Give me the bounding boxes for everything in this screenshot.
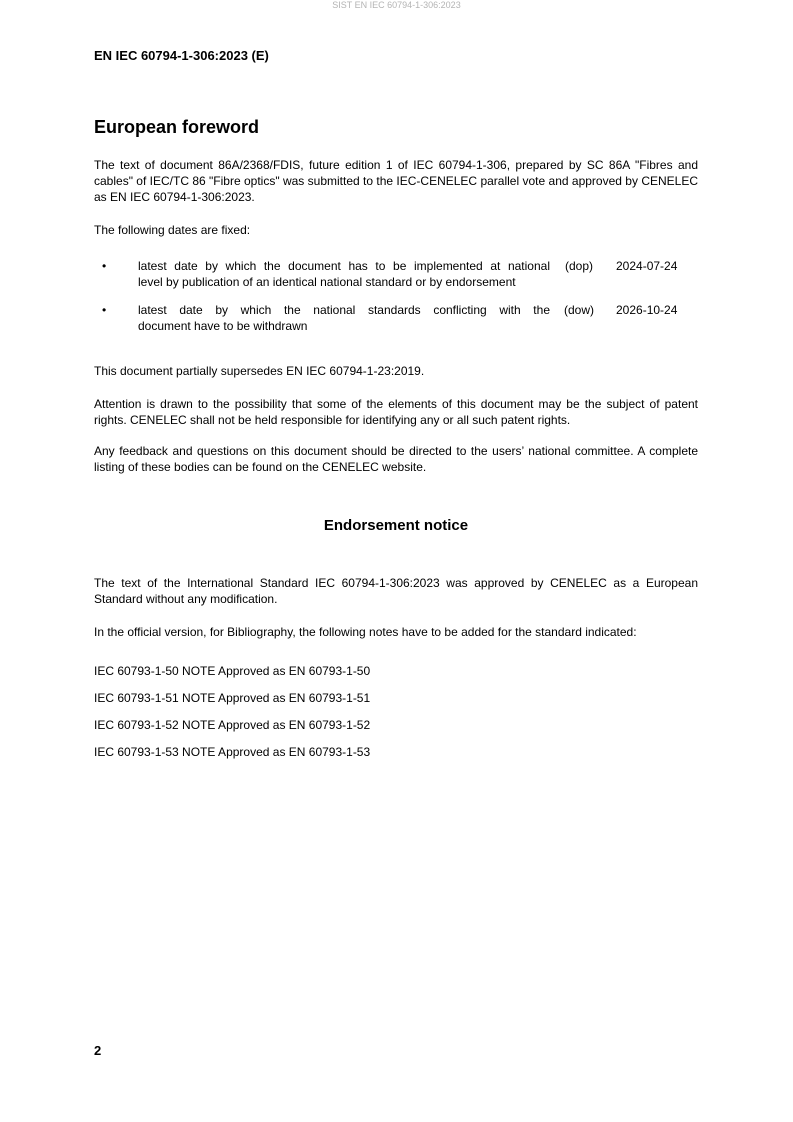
watermark: SIST EN IEC 60794-1-306:2023	[332, 0, 461, 10]
foreword-paragraph-1: The text of document 86A/2368/FDIS, future edition 1 of IEC 60794-1-306, prepared by SC 86A "Fibres and cables" of IEC/TC 86 "Fibre optics" was submitted to the IEC-CENELEC parallel vote and approved by CENELEC as EN IEC 60794-1-306:2023.	[94, 158, 698, 204]
foreword-paragraph-dates-intro: The following dates are fixed:	[94, 223, 251, 237]
bibliography-note: IEC 60793-1-50 NOTE Approved as EN 60793-1-50	[94, 664, 371, 678]
endorsement-title: Endorsement notice	[323, 517, 469, 534]
document-id-header: EN IEC 60794-1-306:2023 (E)	[94, 48, 269, 63]
endorsement-paragraph-1: The text of the International Standard IEC 60794-1-306:2023 was approved by CENELEC as a European Standard without any modification.	[94, 576, 698, 606]
foreword-paragraph-supersedes: This document partially supersedes EN IEC 60794-1-23:2019.	[94, 364, 425, 378]
fixed-date-row-dop	[94, 258, 698, 290]
foreword-paragraph-feedback: Any feedback and questions on this document should be directed to the users’ national committee. A complete listing of these bodies can be found on the CENELEC website.	[94, 444, 698, 474]
fixed-dates-list	[94, 258, 698, 334]
fixed-date-description-line: document have to be withdrawn	[138, 319, 308, 333]
fixed-date-description-line: latest date by which the document has to be implemented at national	[138, 259, 550, 273]
fixed-date-description	[138, 290, 550, 334]
foreword-title: European foreword	[94, 117, 260, 137]
bullet-icon: •	[102, 303, 107, 317]
foreword-paragraph-patent-rights: Attention is drawn to the possibility that some of the elements of this document may be the subject of patent rights. CENELEC shall not be held responsible for identifying any or all such patent rights.	[94, 397, 698, 427]
fixed-date-row-dow	[94, 290, 698, 334]
endorsement-paragraph-bibliography: In the official version, for Bibliography, the following notes have to be added for the standard indicated:	[94, 625, 637, 639]
fixed-date-value: 2026-10-24	[616, 303, 678, 317]
bibliography-note: IEC 60793-1-51 NOTE Approved as EN 60793-1-51	[94, 691, 371, 705]
fixed-date-description-line: latest date by which the national standards conflicting with the	[138, 303, 550, 317]
fixed-date-value: 2024-07-24	[616, 259, 678, 273]
page-number: 2	[94, 1043, 102, 1058]
bibliography-note: IEC 60793-1-53 NOTE Approved as EN 60793-1-53	[94, 745, 371, 759]
bibliography-note: IEC 60793-1-52 NOTE Approved as EN 60793-1-52	[94, 718, 371, 732]
fixed-date-abbreviation: (dow)	[563, 303, 594, 317]
fixed-date-description	[138, 258, 550, 290]
fixed-date-description-line: level by publication of an identical national standard or by endorsement	[138, 275, 516, 289]
bullet-icon: •	[102, 259, 107, 273]
fixed-date-abbreviation: (dop)	[564, 259, 593, 273]
